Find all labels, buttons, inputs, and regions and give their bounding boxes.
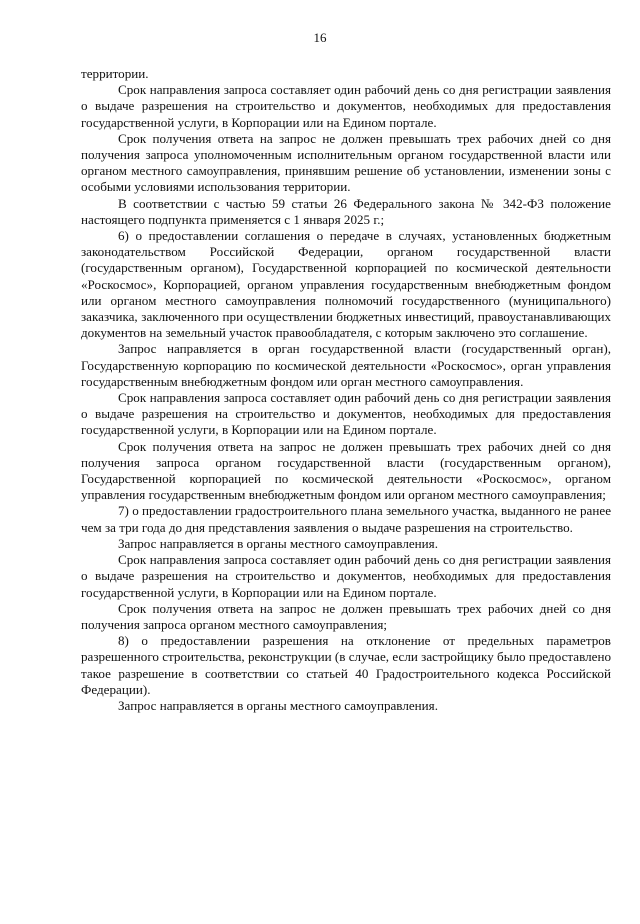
paragraph-request-recipient: Запрос направляется в орган государственной власти (государственный орган), Государственную корпорацию по космической деятельности «Роскосмос», орган управления государственным внебюджетным фондом или орган местного самоуправления. bbox=[81, 341, 611, 389]
paragraph-request-recipient: Запрос направляется в органы местного самоуправления. bbox=[118, 535, 438, 551]
paragraph-request-recipient: Запрос направляется в органы местного самоуправления. bbox=[118, 697, 438, 713]
paragraph-item-6: 6) о предоставлении соглашения о передаче в случаях, установленных бюджетным законодательством Российской Федерации, органом государственной власти (государственным органом), Государственной корпорацией по космической деятельности «Роскосмос», Корпорацией, органом управления государственным внебюджетным фондом или органом местного самоуправления полномочий государственного (муниципального) заказчика, заключенного при осуществлении бюджетных инвестиций, правоустанавливающих документов на земельный участок правообладателя, с которым заключено это соглашение. bbox=[81, 228, 611, 341]
paragraph-request-deadline: Срок направления запроса составляет один рабочий день со дня регистрации заявления о выдаче разрешения на строительство и документов, необходимых для предоставления государственной услуги, в Корпорации или на Едином портале. bbox=[81, 552, 611, 600]
paragraph-federal-law: В соответствии с частью 59 статьи 26 Федерального закона № 342-ФЗ положение настоящего подпункта применяется с 1 января 2025 г.; bbox=[81, 195, 611, 227]
paragraph-request-deadline: Срок направления запроса составляет один рабочий день со дня регистрации заявления о выдаче разрешения на строительство и документов, необходимых для предоставления государственной услуги, в Корпорации или на Едином портале. bbox=[81, 390, 611, 438]
paragraph-item-8: 8) о предоставлении разрешения на отклонение от предельных параметров разрешенного строительства, реконструкции (в случае, если застройщику было предоставлено такое разрешение в соответствии со статьей 40 Градостроительного кодекса Российской Федерации). bbox=[81, 633, 611, 697]
paragraph-item-7: 7) о предоставлении градостроительного плана земельного участка, выданного не ранее чем за три года до дня представления заявления о выдаче разрешения на строительство. bbox=[81, 503, 611, 535]
paragraph-response-deadline: Срок получения ответа на запрос не должен превышать трех рабочих дней со дня получения запроса органом местного самоуправления; bbox=[81, 600, 611, 632]
paragraph-response-deadline: Срок получения ответа на запрос не должен превышать трех рабочих дней со дня получения запроса органом государственной власти (государственным органом), Государственной корпорацией по космической деятельности «Роскосмос», органом управления государственным внебюджетным фондом или органом местного самоуправления; bbox=[81, 438, 611, 503]
paragraph-response-deadline: Срок получения ответа на запрос не должен превышать трех рабочих дней со дня получения запроса уполномоченным исполнительным органом государственной власти или органом местного самоуправления, принявшим решение об установлении, изменении зоны с особыми условиями использования территории. bbox=[81, 130, 611, 195]
paragraph-request-deadline: Срок направления запроса составляет один рабочий день со дня регистрации заявления о выдаче разрешения на строительство и документов, необходимых для предоставления государственной услуги, в Корпорации или на Едином портале. bbox=[81, 82, 611, 130]
document-body bbox=[81, 66, 611, 714]
page-number: 16 bbox=[313, 30, 327, 45]
paragraph-territory: территории. bbox=[81, 66, 149, 81]
